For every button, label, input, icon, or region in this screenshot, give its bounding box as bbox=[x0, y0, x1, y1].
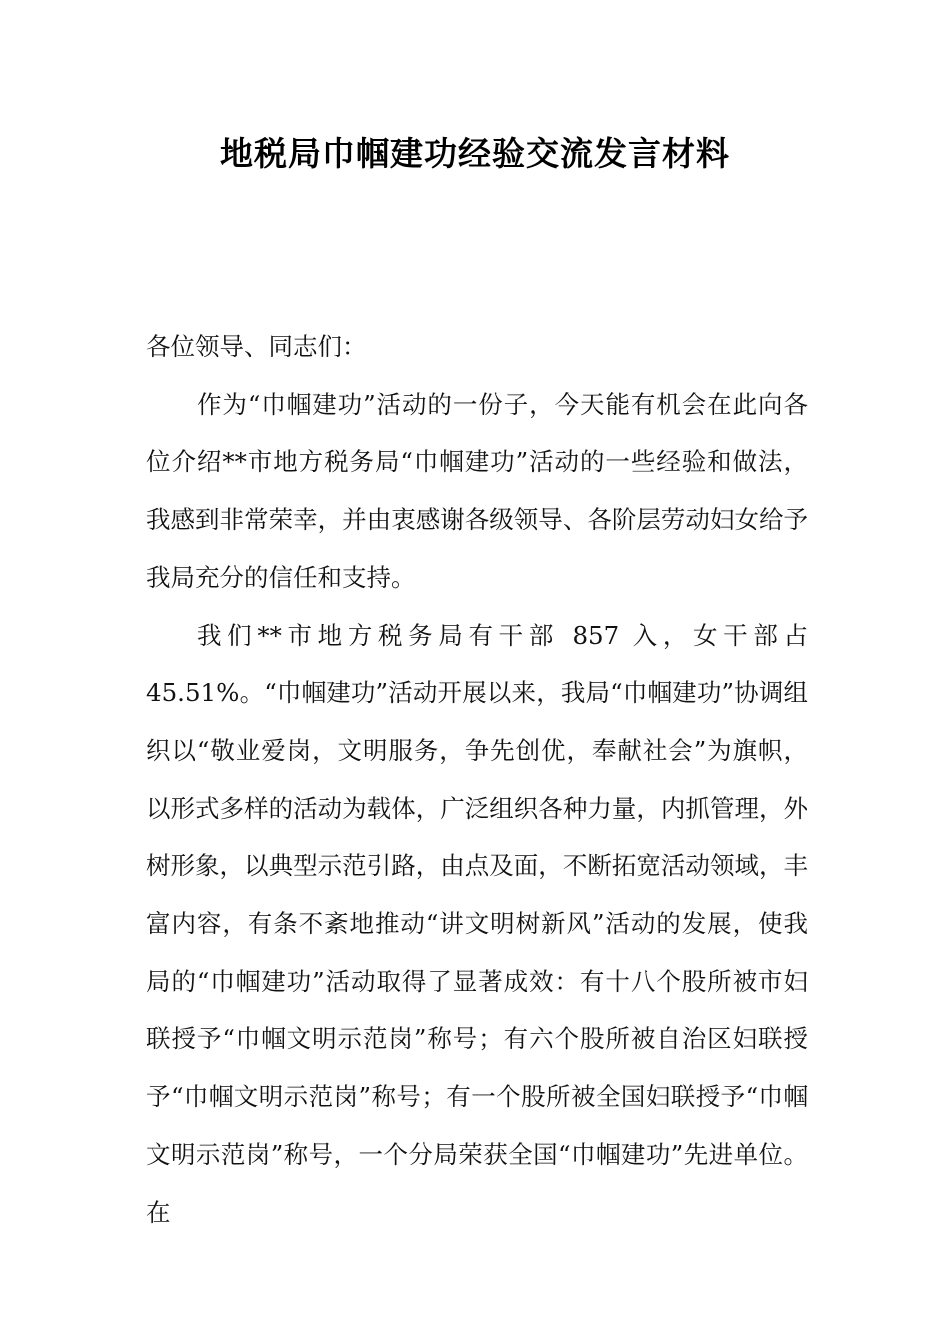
document-title: 地税局巾帼建功经验交流发言材料 bbox=[220, 134, 730, 173]
document-body bbox=[146, 318, 808, 1241]
salutation: 各位领导、同志们： bbox=[146, 332, 367, 361]
paragraph-2: 我们**市地方税务局有干部 857 入，女干部占45.51%。“巾帼建功”活动开展以来，我局“巾帼建功”协调组织以“敬业爱岗，文明服务，争先创优，奉献社会”为旗帜，以形式多样的活动为载体，广泛组织各种力量，内抓管理，外树形象，以典型示范引路，由点及面，不断拓宽活动领域，丰富内容，有条不紊地推动“讲文明树新风”活动的发展，使我局的“巾帼建功”活动取得了显著成效：有十八个股所被市妇联授予“巾帼文明示范岗”称号；有六个股所被自治区妇联授予“巾帼文明示范岗”称号；有一个股所被全国妇联授予“巾帼文明示范岗”称号，一个分局荣获全国“巾帼建功”先进单位。在 bbox=[146, 620, 808, 1227]
paragraph-1: 作为“巾帼建功”活动的一份子，今天能有机会在此向各位介绍**市地方税务局“巾帼建功”活动的一些经验和做法，我感到非常荣幸，并由衷感谢各级领导、各阶层劳动妇女给予我局充分的信任和支持。 bbox=[146, 389, 808, 592]
